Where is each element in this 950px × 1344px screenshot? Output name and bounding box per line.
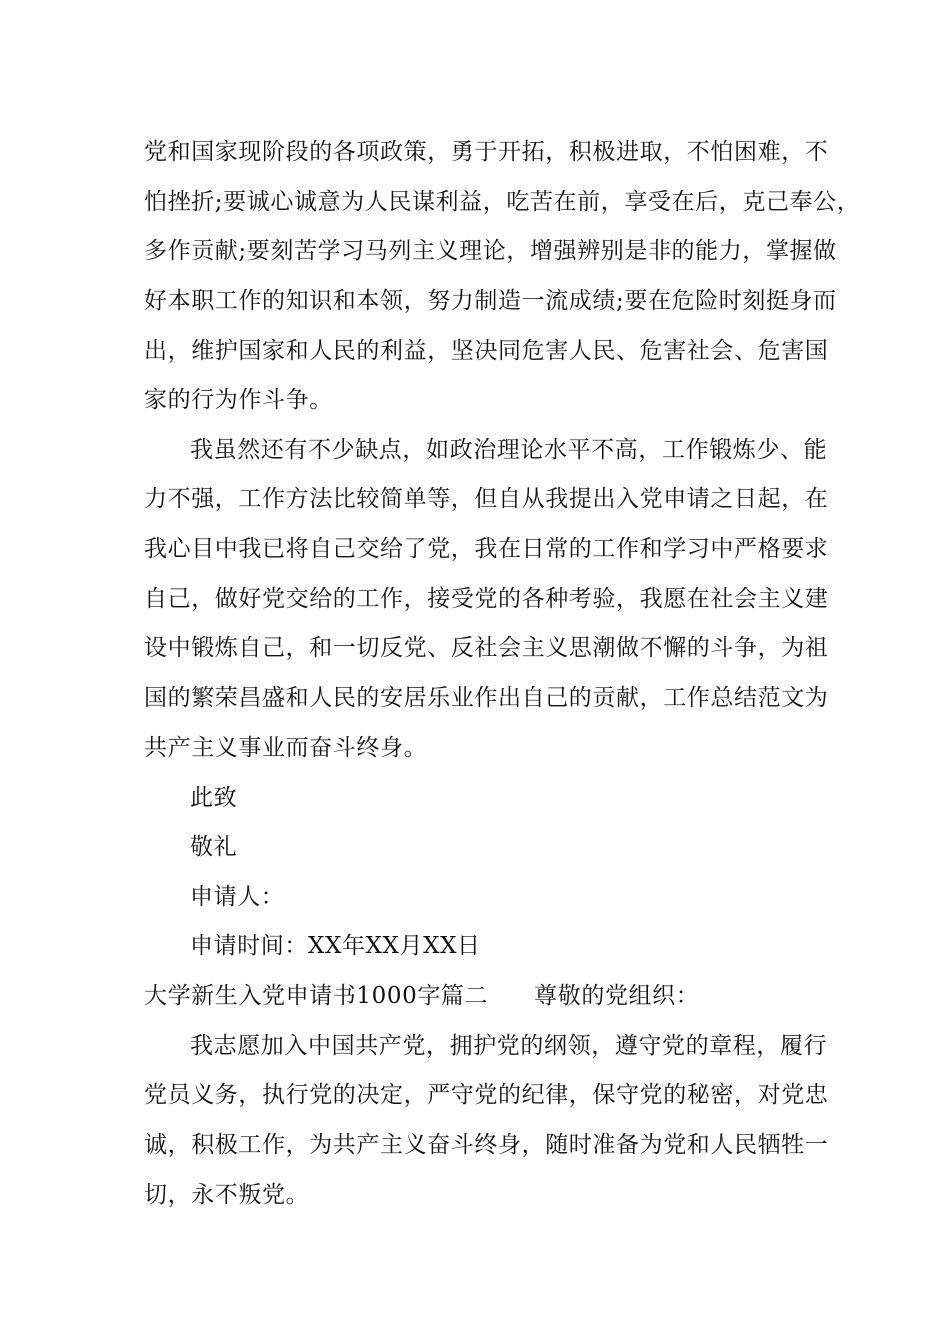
paragraph-line: 自己，做好党交给的工作，接受党的各种考验，我愿在社会主义建 xyxy=(144,586,829,612)
paragraph-line: 多作贡献;要刻苦学习马列主义理论，增强辨别是非的能力，掌握做 xyxy=(144,238,837,264)
greeting: 尊敬的党组织： xyxy=(534,983,700,1009)
salutation-jingli: 敬礼 xyxy=(190,834,238,860)
paragraph-line: 党员义务，执行党的决定，严守党的纪律，保守党的秘密，对党忠 xyxy=(144,1082,829,1108)
salutation-cizhi: 此致 xyxy=(190,785,238,811)
paragraph-line: 家的行为作斗争。 xyxy=(144,387,333,413)
paragraph-line: 诚，积极工作，为共产主义奋斗终身，随时准备为党和人民牺牲一 xyxy=(144,1132,829,1158)
paragraph-line: 我虽然还有不少缺点，如政治理论水平不高，工作锻炼少、能 xyxy=(190,437,828,463)
section-heading-row xyxy=(144,981,699,1011)
paragraph-line: 国的繁荣昌盛和人民的安居乐业作出自己的贡献，工作总结范文为 xyxy=(144,685,829,711)
paragraph-line: 切，永不叛党。 xyxy=(144,1182,310,1208)
section-title: 大学新生入党申请书1000字篇二 xyxy=(144,983,489,1009)
paragraph-line: 怕挫折;要诚心诚意为人民谋利益，吃苦在前，享受在后，克己奉公， xyxy=(144,189,861,215)
paragraph-line: 我志愿加入中国共产党，拥护党的纲领，遵守党的章程，履行 xyxy=(190,1033,828,1059)
paragraph-line: 力不强，工作方法比较简单等，但自从我提出入党申请之日起，在 xyxy=(144,486,829,512)
paragraph-line: 党和国家现阶段的各项政策，勇于开拓，积极进取，不怕困难，不 xyxy=(144,139,829,165)
paragraph-line: 设中锻炼自己，和一切反党、反社会主义思潮做不懈的斗争，为祖 xyxy=(144,635,829,661)
paragraph-line: 好本职工作的知识和本领，努力制造一流成绩;要在危险时刻挺身而 xyxy=(144,288,837,314)
applicant-label: 申请人： xyxy=(190,884,285,910)
paragraph-line: 出，维护国家和人民的利益，坚决同危害人民、危害社会、危害国 xyxy=(144,338,829,364)
paragraph-line: 我心目中我已将自己交给了党，我在日常的工作和学习中严格要求 xyxy=(144,536,829,562)
paragraph-line: 共产主义事业而奋斗终身。 xyxy=(144,735,428,761)
application-date: 申请时间：XX年XX月XX日 xyxy=(190,933,481,959)
